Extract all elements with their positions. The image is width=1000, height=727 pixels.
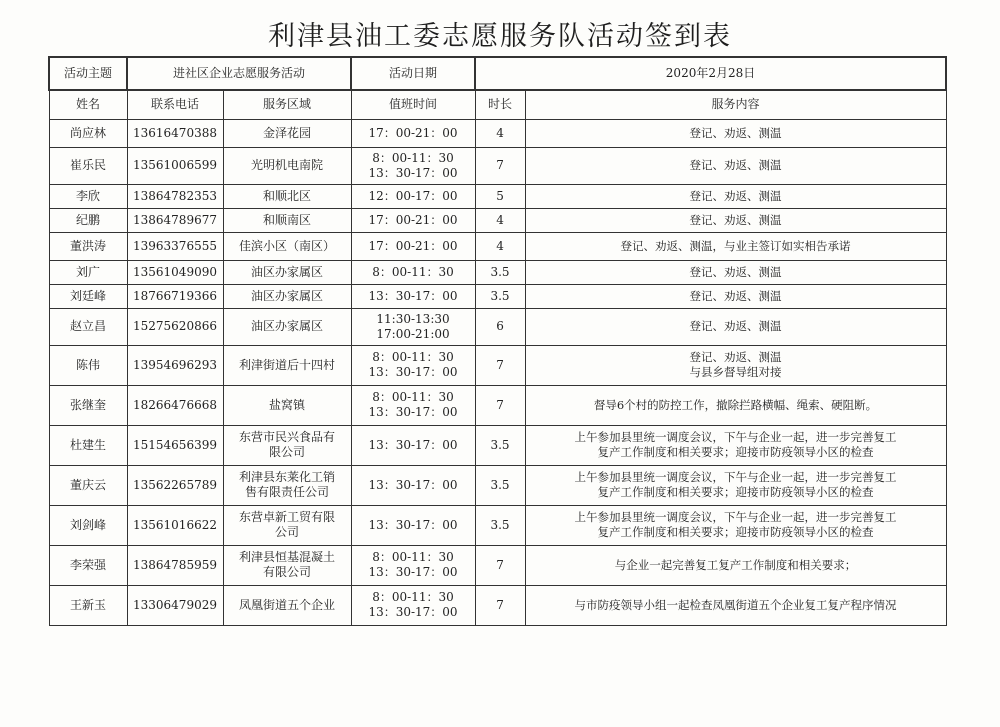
cell-duty-time-line: 8：00-11：30 (372, 390, 454, 404)
cell-duration: 7 (475, 385, 525, 425)
cell-name: 杜建生 (49, 425, 127, 465)
header-area: 服务区域 (223, 90, 351, 119)
cell-area-line: 有限公司 (263, 565, 312, 579)
cell-area (223, 545, 351, 585)
cell-content-line: 上午参加县里统一调度会议，下午与企业一起，进一步完善复工 (574, 430, 897, 444)
cell-duty-time-line: 8：00-11：30 (372, 350, 454, 364)
cell-area-line: 售有限责任公司 (245, 485, 330, 499)
cell-phone: 13561006599 (127, 147, 223, 184)
cell-duration: 7 (475, 147, 525, 184)
cell-area-line: 盐窝镇 (269, 397, 306, 412)
cell-area (223, 119, 351, 147)
cell-duty-time-line: 8：00-11：30 (372, 550, 454, 564)
theme-label: 活动主题 (49, 57, 127, 90)
cell-area-line: 利津县东莱化工销 (239, 470, 336, 484)
cell-duty-time-line: 8：00-11：30 (372, 264, 454, 279)
cell-content (525, 184, 946, 208)
header-phone: 联系电话 (127, 90, 223, 119)
table-row (49, 345, 946, 385)
table-row (49, 232, 946, 260)
table-row (49, 585, 946, 625)
cell-duty-time (351, 208, 475, 232)
cell-duty-time (351, 119, 475, 147)
cell-duty-time (351, 345, 475, 385)
cell-content-line: 复产工作制度和相关要求；迎接市防疫领导小区的检查 (597, 525, 874, 539)
cell-name: 陈伟 (49, 345, 127, 385)
cell-duty-time-line: 11:30-13:30 (376, 311, 450, 326)
cell-content (525, 545, 946, 585)
cell-duty-time-line: 17：00-21：00 (368, 212, 458, 227)
cell-area-line: 油区办家属区 (251, 264, 324, 279)
cell-name: 刘剑峰 (49, 505, 127, 545)
table-row (49, 308, 946, 345)
table-row (49, 545, 946, 585)
cell-content-line: 登记、劝返、测温 (689, 158, 782, 172)
cell-duty-time (351, 545, 475, 585)
cell-area (223, 308, 351, 345)
cell-duty-time-line: 13：30-17：00 (368, 477, 458, 492)
cell-duty-time (351, 385, 475, 425)
cell-duration: 5 (475, 184, 525, 208)
cell-duty-time (351, 505, 475, 545)
cell-area-line: 油区办家属区 (251, 319, 324, 333)
cell-duration: 7 (475, 345, 525, 385)
cell-duty-time (351, 232, 475, 260)
table-row (49, 147, 946, 184)
cell-area-line: 东营市民兴食品有 (239, 430, 336, 444)
cell-area-line: 和顺南区 (263, 212, 312, 227)
cell-area-line: 佳滨小区（南区） (239, 238, 336, 253)
cell-content (525, 232, 946, 260)
cell-phone: 13954696293 (127, 345, 223, 385)
table-row (49, 184, 946, 208)
cell-area-line: 东营卓新工贸有限 (239, 510, 336, 524)
date-value: 2020年2月28日 (475, 57, 946, 90)
cell-name: 董庆云 (49, 465, 127, 505)
table-row (49, 119, 946, 147)
cell-area (223, 147, 351, 184)
cell-name: 赵立昌 (49, 308, 127, 345)
cell-name: 董洪涛 (49, 232, 127, 260)
cell-name: 崔乐民 (49, 147, 127, 184)
cell-phone: 13306479029 (127, 585, 223, 625)
cell-name: 纪鹏 (49, 208, 127, 232)
cell-duration: 3.5 (475, 505, 525, 545)
cell-content-line: 登记、劝返、测温 (689, 264, 782, 279)
cell-duration: 7 (475, 585, 525, 625)
cell-duration: 6 (475, 308, 525, 345)
cell-area-line: 限公司 (269, 445, 306, 459)
cell-content-line: 登记、劝返、测温，与业主签订如实相告承诺 (620, 238, 851, 253)
cell-content-line: 登记、劝返、测温 (689, 212, 782, 227)
cell-name: 李荣强 (49, 545, 127, 585)
cell-area (223, 184, 351, 208)
cell-content (525, 147, 946, 184)
cell-phone: 13616470388 (127, 119, 223, 147)
date-label: 活动日期 (351, 57, 475, 90)
header-content: 服务内容 (525, 90, 946, 119)
cell-duty-time (351, 184, 475, 208)
cell-duty-time-line: 13：30-17：00 (368, 605, 458, 619)
cell-name: 刘廷峰 (49, 284, 127, 308)
table-row (49, 505, 946, 545)
cell-content (525, 260, 946, 284)
cell-name: 张继奎 (49, 385, 127, 425)
cell-phone: 13561016622 (127, 505, 223, 545)
cell-phone: 13561049090 (127, 260, 223, 284)
cell-duty-time-line: 13：30-17：00 (368, 165, 458, 180)
cell-phone: 13864785959 (127, 545, 223, 585)
header-duration: 时长 (475, 90, 525, 119)
cell-phone: 18766719366 (127, 284, 223, 308)
cell-phone: 13864789677 (127, 208, 223, 232)
cell-content-line: 登记、劝返、测温 (689, 125, 782, 140)
cell-duty-time-line: 17:00-21:00 (376, 326, 450, 341)
cell-content-line: 与市防疫领导小组一起检查凤凰街道五个企业复工复产程序情况 (574, 597, 897, 612)
cell-duty-time-line: 12：00-17：00 (368, 188, 458, 203)
column-header-row (49, 90, 946, 119)
cell-area (223, 284, 351, 308)
cell-content-line: 登记、劝返、测温 (689, 188, 782, 203)
cell-duty-time (351, 284, 475, 308)
header-duty-time: 值班时间 (351, 90, 475, 119)
cell-duration: 4 (475, 232, 525, 260)
cell-name: 尚应林 (49, 119, 127, 147)
table-row (49, 425, 946, 465)
cell-area (223, 585, 351, 625)
cell-duration: 3.5 (475, 284, 525, 308)
cell-area (223, 385, 351, 425)
cell-duty-time (351, 425, 475, 465)
cell-duty-time-line: 8：00-11：30 (372, 150, 454, 165)
cell-area-line: 油区办家属区 (251, 288, 324, 303)
cell-content (525, 385, 946, 425)
header-name: 姓名 (49, 90, 127, 119)
cell-area-line: 公司 (275, 525, 300, 539)
page-title: 利津县油工委志愿服务队活动签到表 (268, 21, 732, 52)
cell-area-line: 和顺北区 (263, 188, 312, 203)
cell-phone: 13963376555 (127, 232, 223, 260)
cell-area-line: 光明机电南院 (251, 158, 324, 172)
cell-phone: 13864782353 (127, 184, 223, 208)
cell-name: 李欣 (49, 184, 127, 208)
table-row (49, 208, 946, 232)
cell-area (223, 465, 351, 505)
cell-phone: 18266476668 (127, 385, 223, 425)
cell-area (223, 208, 351, 232)
cell-duty-time-line: 13：30-17：00 (368, 288, 458, 303)
cell-area (223, 260, 351, 284)
cell-area (223, 505, 351, 545)
cell-content-line: 督导6个村的防控工作，撤除拦路横幅、绳索、硬阻断。 (593, 397, 878, 412)
cell-duty-time-line: 13：30-17：00 (368, 517, 458, 532)
cell-content-line: 上午参加县里统一调度会议，下午与企业一起，进一步完善复工 (574, 470, 897, 484)
cell-content (525, 585, 946, 625)
cell-duration: 7 (475, 545, 525, 585)
cell-content (525, 505, 946, 545)
sign-in-table (48, 56, 947, 626)
cell-area (223, 425, 351, 465)
cell-phone: 15154656399 (127, 425, 223, 465)
cell-content (525, 465, 946, 505)
cell-area-line: 利津县恒基混凝土 (239, 550, 336, 564)
cell-duty-time (351, 147, 475, 184)
cell-area (223, 345, 351, 385)
cell-content (525, 119, 946, 147)
cell-area (223, 232, 351, 260)
cell-duty-time-line: 8：00-11：30 (372, 590, 454, 604)
cell-content-line: 登记、劝返、测温 (689, 288, 782, 303)
cell-duty-time-line: 13：30-17：00 (368, 437, 458, 452)
cell-content (525, 425, 946, 465)
cell-duty-time (351, 260, 475, 284)
cell-duty-time (351, 465, 475, 505)
cell-name: 王新玉 (49, 585, 127, 625)
cell-content-line: 复产工作制度和相关要求；迎接市防疫领导小区的检查 (597, 445, 874, 459)
cell-duty-time-line: 13：30-17：00 (368, 565, 458, 579)
cell-area-line: 凤凰街道五个企业 (239, 597, 336, 612)
cell-duty-time (351, 308, 475, 345)
cell-content (525, 208, 946, 232)
table-row (49, 465, 946, 505)
cell-duty-time-line: 13：30-17：00 (368, 405, 458, 419)
cell-content (525, 345, 946, 385)
cell-duration: 3.5 (475, 465, 525, 505)
meta-row (49, 57, 946, 90)
table-row (49, 260, 946, 284)
cell-phone: 15275620866 (127, 308, 223, 345)
cell-content-line: 与县乡督导组对接 (689, 365, 782, 379)
table-row (49, 284, 946, 308)
cell-content-line: 登记、劝返、测温 (689, 319, 782, 333)
cell-content-line: 登记、劝返、测温 (689, 350, 782, 364)
table-row (49, 385, 946, 425)
cell-duration: 3.5 (475, 260, 525, 284)
cell-duty-time (351, 585, 475, 625)
cell-area-line: 金泽花园 (263, 125, 312, 140)
cell-content-line: 上午参加县里统一调度会议，下午与企业一起，进一步完善复工 (574, 510, 897, 524)
cell-duration: 4 (475, 119, 525, 147)
cell-duty-time-line: 17：00-21：00 (368, 238, 458, 253)
cell-content (525, 284, 946, 308)
cell-duty-time-line: 13：30-17：00 (368, 365, 458, 379)
cell-name: 刘广 (49, 260, 127, 284)
cell-content-line: 与企业一起完善复工复产工作制度和相关要求； (614, 557, 857, 572)
cell-duration: 4 (475, 208, 525, 232)
cell-duration: 3.5 (475, 425, 525, 465)
cell-area-line: 利津街道后十四村 (239, 357, 336, 372)
cell-duty-time-line: 17：00-21：00 (368, 125, 458, 140)
theme-value: 进社区企业志愿服务活动 (127, 57, 351, 90)
cell-content-line: 复产工作制度和相关要求；迎接市防疫领导小区的检查 (597, 485, 874, 499)
cell-content (525, 308, 946, 345)
cell-phone: 13562265789 (127, 465, 223, 505)
